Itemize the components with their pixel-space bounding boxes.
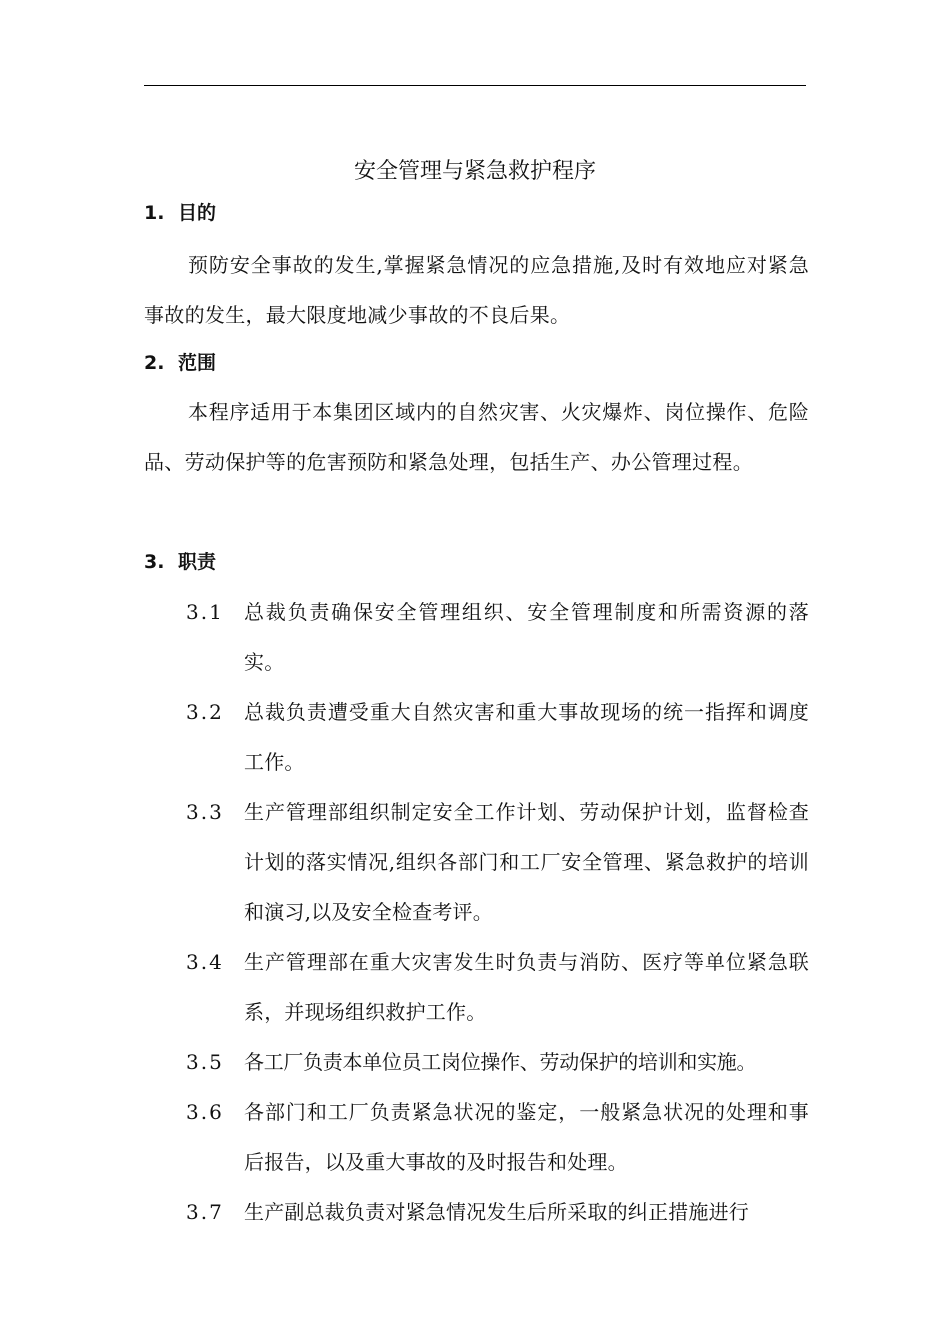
item-text: 总裁负责遭受重大自然灾害和重大事故现场的统一指挥和调度工作。 [244, 700, 809, 774]
document-title: 安全管理与紧急救护程序 [353, 159, 596, 184]
item-text: 各部门和工厂负责紧急状况的鉴定，一般紧急状况的处理和事后报告，以及重大事故的及时报告和处理。 [244, 1100, 809, 1174]
item-number: 3.7 [186, 1200, 224, 1224]
section-heading-1 [144, 198, 216, 228]
section-heading-text: 范围 [178, 352, 217, 374]
item-text: 各工厂负责本单位员工岗位操作、劳动保护的培训和实施。 [244, 1050, 757, 1074]
item-text: 总裁负责确保安全管理组织、安全管理制度和所需资源的落实。 [244, 600, 809, 674]
item-number: 3.5 [186, 1050, 224, 1074]
item-text: 生产管理部在重大灾害发生时负责与消防、医疗等单位紧急联系，并现场组织救护工作。 [244, 950, 809, 1024]
section-heading-2 [144, 348, 216, 378]
item-number: 3.4 [186, 950, 224, 974]
section-number: 1. [144, 202, 165, 224]
section-heading-3 [144, 547, 216, 577]
header-rule [144, 85, 806, 86]
section-heading-text: 职责 [178, 551, 217, 573]
section-body-2: 本程序适用于本集团区域内的自然灾害、火灾爆炸、岗位操作、危险品、劳动保护等的危害预防和紧急处理，包括生产、办公管理过程。 [144, 400, 809, 474]
item-number: 3.2 [186, 700, 224, 724]
item-number: 3.6 [186, 1100, 224, 1124]
section-number: 2. [144, 352, 165, 374]
item-text: 生产副总裁负责对紧急情况发生后所采取的纠正措施进行 [244, 1200, 749, 1224]
item-number: 3.1 [186, 600, 224, 624]
item-text: 生产管理部组织制定安全工作计划、劳动保护计划，监督检查计划的落实情况,组织各部门和工厂安全管理、紧急救护的培训和演习,以及安全检查考评。 [244, 800, 809, 924]
section-heading-text: 目的 [178, 202, 217, 224]
section-body-1: 预防安全事故的发生,掌握紧急情况的应急措施,及时有效地应对紧急事故的发生，最大限度地减少事故的不良后果。 [144, 253, 809, 327]
item-number: 3.3 [186, 800, 224, 824]
section-number: 3. [144, 551, 165, 573]
